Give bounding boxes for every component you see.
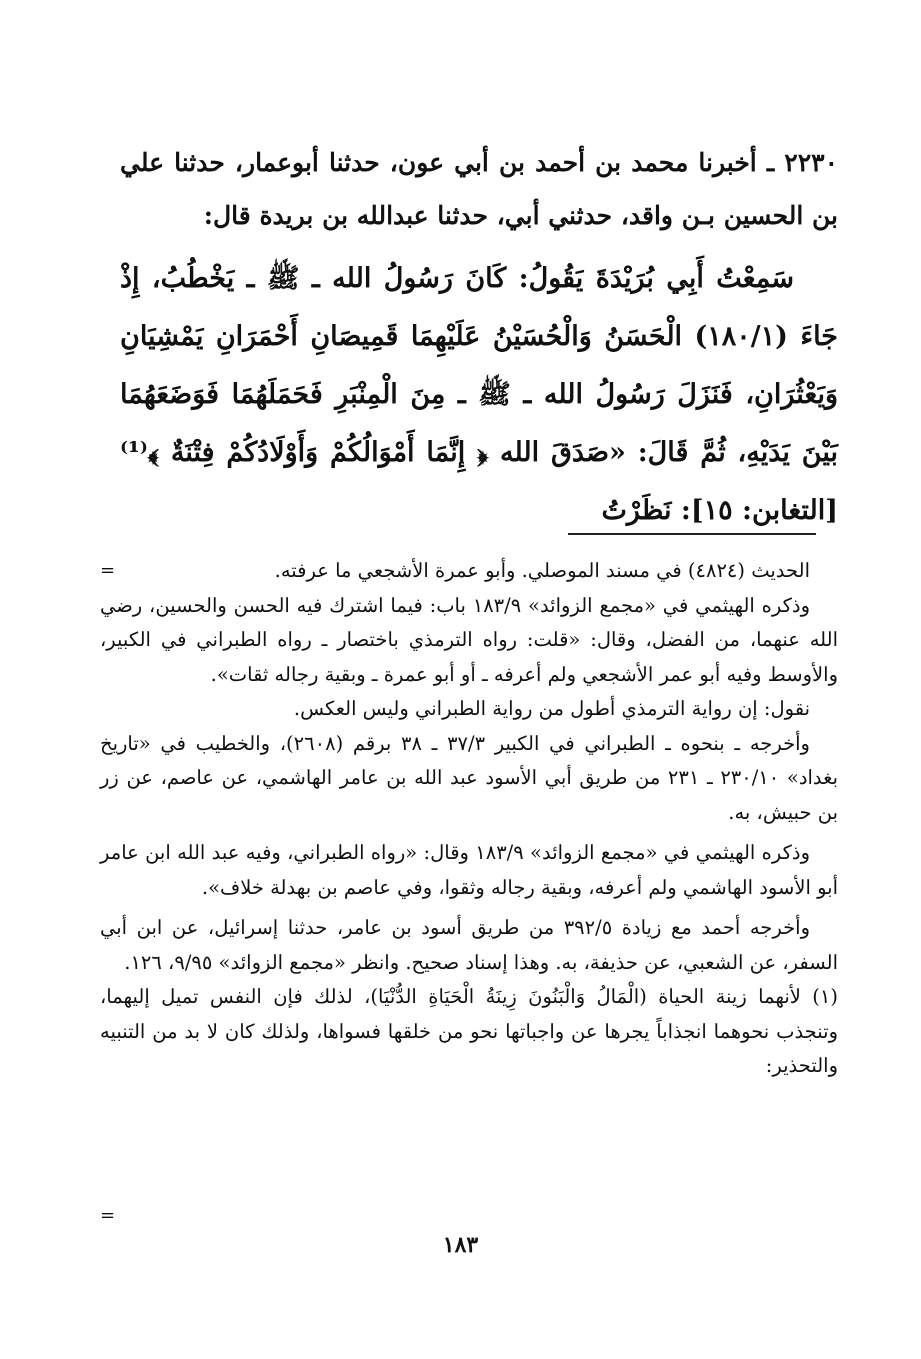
footnote-paragraph-3: نقول: إن رواية الترمذي أطول من رواية الطبراني وليس العكس. <box>293 697 810 720</box>
hadith-isnad <box>120 136 838 242</box>
footnote-paragraph-6: وأخرجه أحمد مع زيادة ٣٩٢/٥ من طريق أسود بن عامر، حدثنا إسرائيل، عن ابن أبي السفر، عن الشعبي، عن حذيفة، به. وهذا إسناد صحيح. وانظر «مجمع الزوائد» ٩/٩٥، ١٢٦. <box>100 916 838 974</box>
isnad-text: ـ أخبرنا محمد بن أحمد بن أبي عون، حدثنا أبوعمار، حدثنا علي بن الحسين بـن واقد، حدثني أبي، حدثنا عبدالله بن بريدة قال: <box>120 148 838 230</box>
hadith-number: ٢٢٣٠ <box>784 148 838 177</box>
page-number: ١٨٣ <box>442 1232 479 1258</box>
hadith-matn: سَمِعْتُ أَبِي بُرَيْدَةَ يَقُولُ: كَانَ رَسُولُ الله ـ ﷺ ـ يَخْطُبُ، إِذْ جَاءَ (١٨٠/١) الْحَسَنُ وَالْحُسَيْنُ عَلَيْهِمَا قَمِيصَانِ أَحْمَرَانِ يَمْشِيَانِ وَيَعْثُرَانِ، فَنَزَلَ رَسُولُ الله ـ ﷺ ـ مِنَ الْمِنْبَرِ فَحَمَلَهُمَا فَوَضَعَهُمَا بَيْنَ يَدَيْهِ، ثُمَّ قَالَ: «صَدَقَ الله ﴿ إِنَّمَا أَمْوَالُكُمْ وَأَوْلَادُكُمْ فِتْنَةٌ ﴾⁽¹⁾ [التغابن: ١٥]: نَظَرْتُ <box>120 263 838 526</box>
footnote-1: (١) لأنهما زينة الحياة (الْمَالُ وَالْبَنُونَ زِينَةُ الْحَيَاةِ الدُّنْيَا)، لذلك فإن النفس تميل إليهما، وتنجذب نحوهما انجذاباً يجرها عن واجباتها نحو من خلقها فسواها، ولذلك كان لا بد من التنبيه والتحذير: <box>100 985 838 1077</box>
end-continuation-mark: = <box>100 1205 116 1226</box>
footnotes <box>100 554 838 1084</box>
footnote-divider <box>568 533 816 535</box>
footnote-paragraph-2: وذكره الهيثمي في «مجمع الزوائد» ١٨٣/٩ باب: فيما اشترك فيه الحسن والحسين، رضي الله عنهما، من الفضل، وقال: «قلت: رواه الترمذي باختصار ـ رواه الطبراني في الكبير، والأوسط وفيه أبو عمر الأشجعي ولم أعرفه ـ أو أبو عمرة ـ وبقية رجاله ثقات». <box>100 593 838 686</box>
continuation-mark: = <box>100 560 116 581</box>
main-text <box>120 136 838 540</box>
footnote-paragraph-4: وأخرجه ـ بنحوه ـ الطبراني في الكبير ٣٧/٣ ـ ٣٨ برقم (٢٦٠٨)، والخطيب في «تاريخ بغداد» ٢٣٠/١٠ ـ ٢٣١ من طريق أبي الأسود عبد الله بن عامر الهاشمي، عن عاصم، عن زر بن حبيش، به. <box>100 731 838 824</box>
footnote-paragraph-5: وذكره الهيثمي في «مجمع الزوائد» ١٨٣/٩ وقال: «رواه الطبراني، وفيه عبد الله ابن عامر أبو الأسود الهاشمي ولم أعرفه، وبقية رجاله وثقوا، وفي عاصم بن بهدلة خلاف». <box>100 841 838 899</box>
footnote-paragraph-1: الحديث (٤٨٢٤) في مسند الموصلي. وأبو عمرة الأشجعي ما عرفته. <box>274 559 810 582</box>
